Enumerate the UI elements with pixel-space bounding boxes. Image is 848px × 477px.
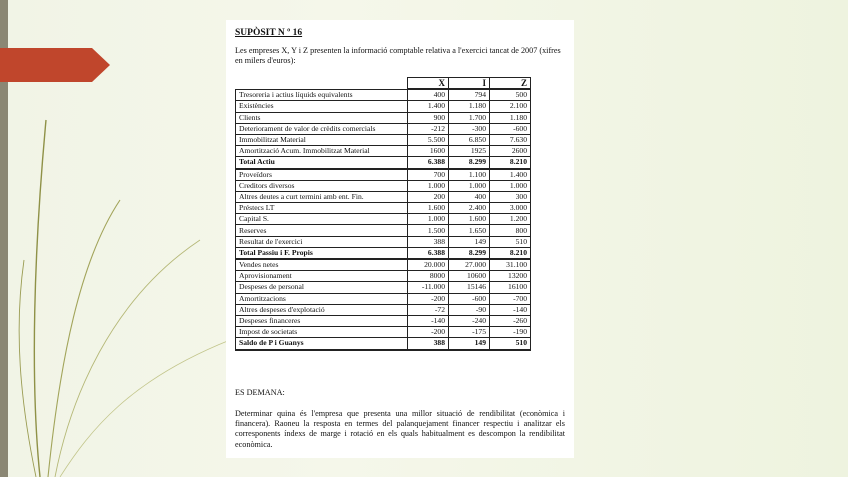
row-label: Despeses de personal	[236, 282, 408, 293]
row-label: Vendes netes	[236, 259, 408, 271]
value-x: 1.400	[408, 101, 449, 112]
value-z: 500	[490, 89, 531, 101]
value-y: 1.000	[449, 180, 490, 191]
column-header-x: X	[408, 78, 449, 90]
value-z: 1.200	[490, 214, 531, 225]
value-z: 1.000	[490, 180, 531, 191]
value-y: 2.400	[449, 203, 490, 214]
value-x: -140	[408, 315, 449, 326]
row-label: Total Actiu	[236, 157, 408, 169]
value-y: 1.700	[449, 112, 490, 123]
value-x: 388	[408, 338, 449, 350]
value-x: 1.000	[408, 180, 449, 191]
value-x: -212	[408, 123, 449, 134]
value-z: 300	[490, 191, 531, 202]
table-row	[236, 169, 531, 181]
value-z: -700	[490, 293, 531, 304]
table-row	[236, 134, 531, 145]
table-row	[236, 112, 531, 123]
value-z: 8.210	[490, 247, 531, 259]
value-z: 510	[490, 338, 531, 350]
value-y: 149	[449, 236, 490, 247]
row-label: Saldo de P i Guanys	[236, 338, 408, 350]
value-z: 510	[490, 236, 531, 247]
table-row	[236, 293, 531, 304]
value-z: 2600	[490, 146, 531, 157]
value-x: 1.500	[408, 225, 449, 236]
value-y: 149	[449, 338, 490, 350]
column-header-z: Z	[490, 78, 531, 90]
value-x: -200	[408, 327, 449, 338]
table-row	[236, 157, 531, 169]
value-z: 8.210	[490, 157, 531, 169]
value-y: 1.100	[449, 169, 490, 181]
value-y: 8.299	[449, 157, 490, 169]
row-label: Deteriorament de valor de crèdits comercials	[236, 123, 408, 134]
value-y: 10600	[449, 271, 490, 282]
value-x: 1.000	[408, 214, 449, 225]
table-row	[236, 259, 531, 271]
table-header-row	[236, 78, 531, 90]
value-z: -600	[490, 123, 531, 134]
value-y: 8.299	[449, 247, 490, 259]
accounting-table	[235, 77, 531, 351]
title-arrow-shape	[0, 48, 110, 82]
value-z: 2.100	[490, 101, 531, 112]
value-z: 3.000	[490, 203, 531, 214]
row-label: Clients	[236, 112, 408, 123]
row-label: Aprovisionament	[236, 271, 408, 282]
row-label: Préstecs LT	[236, 203, 408, 214]
value-y: 27.000	[449, 259, 490, 271]
table-row	[236, 236, 531, 247]
question-text: Determinar quina és l'empresa que presenta una millor situació de rendibilitat (econòmica i financera). Raoneu la resposta en termes del palanquejament financer respectiu i analitzar els corresponents índexs de marge i rotació en els quals habitualment es descompon la rendibilitat econòmica.	[235, 409, 565, 449]
value-x: -200	[408, 293, 449, 304]
value-y: 400	[449, 191, 490, 202]
row-label: Tresoreria i actius líquids equivalents	[236, 89, 408, 101]
value-z: 1.180	[490, 112, 531, 123]
table-row	[236, 225, 531, 236]
value-y: 1925	[449, 146, 490, 157]
header-blank	[236, 78, 408, 90]
row-label: Altres deutes a curt termini amb ent. Fin.	[236, 191, 408, 202]
value-z: 7.630	[490, 134, 531, 145]
value-y: -240	[449, 315, 490, 326]
value-z: -140	[490, 304, 531, 315]
row-label: Amortització Acum. Immobilitzat Material	[236, 146, 408, 157]
row-label: Proveïdors	[236, 169, 408, 181]
table-row	[236, 101, 531, 112]
row-label: Immobilitzat Material	[236, 134, 408, 145]
value-x: 1600	[408, 146, 449, 157]
value-y: -300	[449, 123, 490, 134]
value-z: -190	[490, 327, 531, 338]
value-x: 400	[408, 89, 449, 101]
table-row	[236, 271, 531, 282]
value-x: -72	[408, 304, 449, 315]
table-row	[236, 338, 531, 350]
table-row	[236, 214, 531, 225]
row-label: Reserves	[236, 225, 408, 236]
table-body	[236, 89, 531, 349]
value-x: 700	[408, 169, 449, 181]
column-header-y: I	[449, 78, 490, 90]
document-page	[226, 20, 574, 458]
value-y: 6.850	[449, 134, 490, 145]
value-x: 1.600	[408, 203, 449, 214]
value-z: 800	[490, 225, 531, 236]
value-x: 20.000	[408, 259, 449, 271]
table-row	[236, 315, 531, 326]
row-label: Existències	[236, 101, 408, 112]
value-x: 8000	[408, 271, 449, 282]
row-label: Capital S.	[236, 214, 408, 225]
value-x: 900	[408, 112, 449, 123]
table-row	[236, 304, 531, 315]
document-title: SUPÒSIT N º 16	[235, 28, 303, 38]
value-y: -600	[449, 293, 490, 304]
value-y: 1.650	[449, 225, 490, 236]
row-label: Resultat de l'exercici	[236, 236, 408, 247]
table-row	[236, 247, 531, 259]
value-x: 5.500	[408, 134, 449, 145]
value-x: 388	[408, 236, 449, 247]
value-z: 16100	[490, 282, 531, 293]
row-label: Despeses financeres	[236, 315, 408, 326]
table-row	[236, 146, 531, 157]
value-y: 794	[449, 89, 490, 101]
table-row	[236, 203, 531, 214]
value-x: 6.388	[408, 157, 449, 169]
value-z: 13200	[490, 271, 531, 282]
value-y: 1.180	[449, 101, 490, 112]
value-y: 1.600	[449, 214, 490, 225]
es-demana-heading: ES DEMANA:	[235, 388, 285, 397]
intro-text: Les empreses X, Y i Z presenten la informació comptable relativa a l'exercici tancat de 2007 (xifres en milers d'euros):	[235, 46, 561, 66]
table-row	[236, 327, 531, 338]
value-x: -11.000	[408, 282, 449, 293]
value-z: 31.100	[490, 259, 531, 271]
table-row	[236, 123, 531, 134]
table-row	[236, 180, 531, 191]
row-label: Impost de societats	[236, 327, 408, 338]
value-z: -260	[490, 315, 531, 326]
value-y: -175	[449, 327, 490, 338]
value-y: 15146	[449, 282, 490, 293]
row-label: Creditors diversos	[236, 180, 408, 191]
value-x: 200	[408, 191, 449, 202]
row-label: Altres despeses d'explotació	[236, 304, 408, 315]
value-y: -90	[449, 304, 490, 315]
table-row	[236, 282, 531, 293]
value-x: 6.388	[408, 247, 449, 259]
row-label: Total Passiu i F. Propis	[236, 247, 408, 259]
value-z: 1.400	[490, 169, 531, 181]
row-label: Amortitzacions	[236, 293, 408, 304]
table-row	[236, 191, 531, 202]
table-row	[236, 89, 531, 101]
